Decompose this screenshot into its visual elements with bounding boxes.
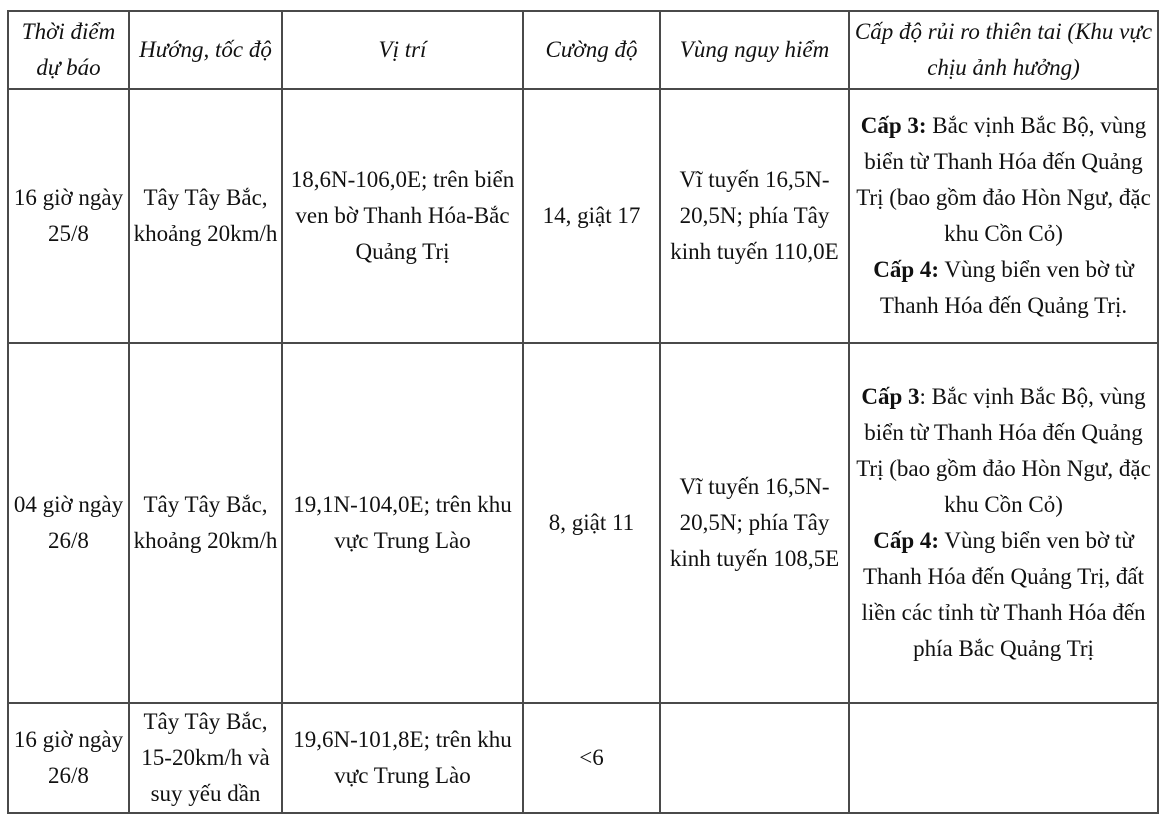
cell-intensity: 8, giật 11 xyxy=(523,343,660,703)
cell-position: 18,6N-106,0E; trên biển ven bờ Thanh Hóa-Bắc Quảng Trị xyxy=(282,89,523,343)
risk-level-text: : Bắc vịnh Bắc Bộ, vùng biển từ Thanh Hóa đến Quảng Trị (bao gồm đảo Hòn Ngư, đặc khu Cồn Cỏ) xyxy=(856,384,1151,517)
cell-danger-zone: Vĩ tuyến 16,5N-20,5N; phía Tây kinh tuyến 110,0E xyxy=(660,89,849,343)
cell-risk-level xyxy=(849,89,1158,343)
cell-intensity: <6 xyxy=(523,703,660,813)
cell-direction: Tây Tây Bắc, 15-20km/h và suy yếu dần xyxy=(129,703,282,813)
cell-intensity: 14, giật 17 xyxy=(523,89,660,343)
header-danger-zone: Vùng nguy hiểm xyxy=(660,11,849,89)
header-time: Thời điểm dự báo xyxy=(8,11,129,89)
header-position: Vị trí xyxy=(282,11,523,89)
cell-time: 16 giờ ngày 25/8 xyxy=(8,89,129,343)
cell-danger-zone xyxy=(660,703,849,813)
risk-level-4 xyxy=(852,523,1155,667)
header-direction: Hướng, tốc độ xyxy=(129,11,282,89)
table-row xyxy=(8,703,1158,813)
cell-direction: Tây Tây Bắc, khoảng 20km/h xyxy=(129,343,282,703)
header-risk-level: Cấp độ rủi ro thiên tai (Khu vực chịu ảnh hưởng) xyxy=(849,11,1158,89)
risk-level-label: Cấp 3: xyxy=(860,113,927,138)
risk-level-text: Vùng biển ven bờ từ Thanh Hóa đến Quảng Trị. xyxy=(879,257,1134,318)
risk-level-label: Cấp 4: xyxy=(873,257,940,282)
forecast-table xyxy=(7,10,1159,814)
risk-level-3 xyxy=(852,108,1155,252)
risk-level-text: Bắc vịnh Bắc Bộ, vùng biển từ Thanh Hóa đến Quảng Trị (bao gồm đảo Hòn Ngư, đặc khu Cồn Cỏ) xyxy=(856,113,1151,246)
cell-position: 19,1N-104,0E; trên khu vực Trung Lào xyxy=(282,343,523,703)
header-intensity: Cường độ xyxy=(523,11,660,89)
table-row xyxy=(8,89,1158,343)
cell-danger-zone: Vĩ tuyến 16,5N-20,5N; phía Tây kinh tuyến 108,5E xyxy=(660,343,849,703)
risk-level-3 xyxy=(852,379,1155,523)
risk-level-label: Cấp 4: xyxy=(873,528,940,553)
table-row xyxy=(8,343,1158,703)
cell-risk-level xyxy=(849,703,1158,813)
table-header-row xyxy=(8,11,1158,89)
cell-risk-level xyxy=(849,343,1158,703)
risk-level-4 xyxy=(852,252,1155,324)
risk-level-label: Cấp 3 xyxy=(861,384,920,409)
cell-position: 19,6N-101,8E; trên khu vực Trung Lào xyxy=(282,703,523,813)
cell-direction: Tây Tây Bắc, khoảng 20km/h xyxy=(129,89,282,343)
cell-time: 04 giờ ngày 26/8 xyxy=(8,343,129,703)
risk-level-text: Vùng biển ven bờ từ Thanh Hóa đến Quảng Trị, đất liền các tỉnh từ Thanh Hóa đến phía Bắc Quảng Trị xyxy=(861,528,1146,661)
cell-time: 16 giờ ngày 26/8 xyxy=(8,703,129,813)
